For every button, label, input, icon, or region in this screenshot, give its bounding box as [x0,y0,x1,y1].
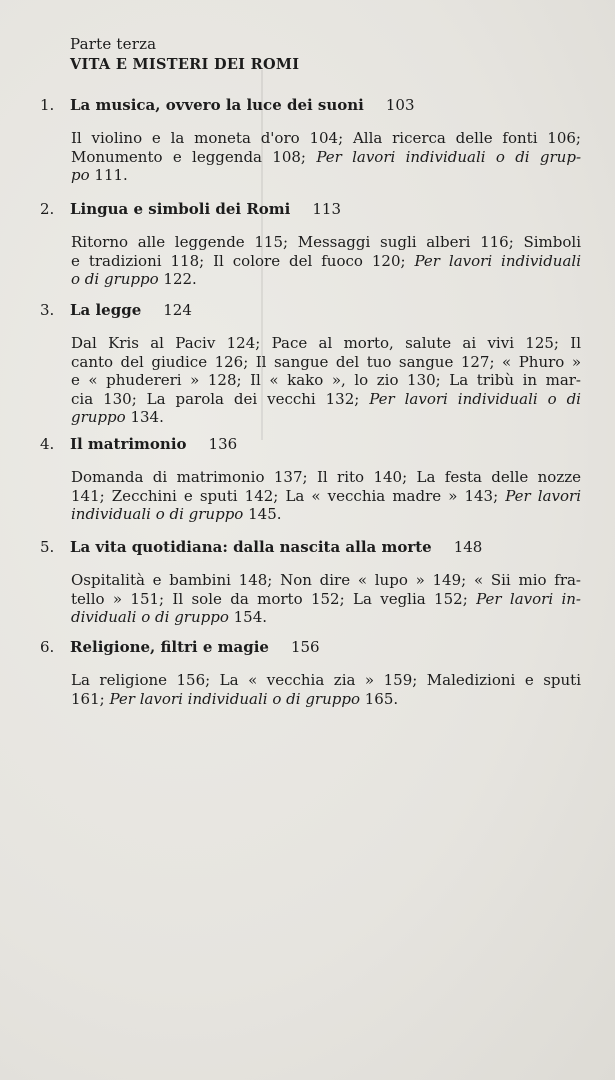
entry-text: 134. [125,408,164,426]
entry-text: canto del giudice 126; Il sangue del tuo sangue 127; « Phuro » [71,352,581,371]
entry-text: 111. [89,166,128,184]
chapter-title-text: La vita quotidiana: dalla nascita alla morte [70,538,432,556]
chapter-title [70,96,415,114]
chapter-heading [0,301,615,323]
contents-line [71,252,581,271]
entry-text: Ospitalità e bambini 148; Non dire « lupo » 149; « Sii mio fra- [71,571,581,589]
contents-line [71,148,581,167]
chapter-contents [71,671,581,708]
chapter-page-number: 113 [312,200,342,218]
entry-text: Ritorno alle leggende 115; Messaggi sugli alberi 116; Simboli [71,233,581,251]
chapter-2 [0,200,615,289]
chapter-contents [71,334,581,427]
contents-line [71,408,581,427]
chapter-title [70,200,341,218]
entry-text: 165. [360,689,399,708]
chapter-number: 1. [40,96,55,114]
italic-text: Per lavori individuali [414,251,581,270]
contents-line [71,608,581,627]
chapter-page-number: 103 [385,96,415,114]
italic-text: Per lavori [505,486,581,505]
chapter-contents [71,129,581,185]
italic-text: dividuali o di gruppo [71,608,229,626]
entry-text: 161; [71,689,110,708]
entry-text: Domanda di matrimonio 137; Il rito 140; La festa delle nozze [71,468,581,486]
chapter-page-number: 156 [290,638,320,656]
contents-line [71,505,581,524]
chapter-heading [0,538,615,560]
entry-text: e « phudereri » 128; Il « kako », lo zio 130; La tribù in mar- [71,371,581,389]
chapter-page-number: 148 [453,538,483,556]
italic-text: Per lavori in- [476,589,581,608]
contents-line [71,334,581,353]
contents-line [71,468,581,487]
contents-line [71,233,581,252]
chapter-contents [71,468,581,524]
chapter-title-text: Il matrimonio [70,435,187,453]
part-label: Parte terza [70,35,157,53]
italic-text: po [71,166,90,184]
chapter-heading [0,200,615,222]
entry-text: La religione 156; La « vecchia zia » 159; Maledizioni e sputi [71,671,581,689]
entry-text: tello » 151; Il sole da morto 152; La veglia 152; [71,589,477,608]
italic-text: Per lavori individuali o di [369,389,581,408]
entry-text: Monumento e leggenda 108; [71,147,317,166]
entry-text: 141; Zecchini e sputi 142; La « vecchia madre » 143; [71,486,506,505]
italic-text: Per lavori individuali o di gruppo [109,689,360,708]
chapter-number: 6. [40,638,55,656]
chapter-title [70,638,320,656]
chapter-page-number: 136 [208,435,238,453]
chapter-title-text: La legge [70,301,142,319]
contents-line [71,353,581,372]
chapter-heading [0,638,615,660]
entry-text: cia 130; La parola dei vecchi 132; [71,389,370,408]
chapter-title [70,538,482,556]
chapter-6 [0,638,615,708]
contents-line [71,390,581,409]
chapter-number: 5. [40,538,55,556]
chapter-title-text: La musica, ovvero la luce dei suoni [70,96,364,114]
chapter-heading [0,435,615,457]
chapter-heading [0,96,615,118]
contents-line [71,487,581,506]
contents-line [71,371,581,390]
contents-line [71,671,581,690]
contents-line [71,270,581,289]
chapter-title-text: Religione, filtri e magie [70,638,269,656]
chapter-page-number: 124 [163,301,192,319]
chapter-contents [71,233,581,289]
chapter-5 [0,538,615,627]
contents-line [71,690,581,709]
chapter-title-text: Lingua e simboli dei Romi [70,200,291,218]
chapter-4 [0,435,615,524]
entry-text: 145. [243,505,282,523]
chapter-title [70,435,237,453]
entry-text: 122. [158,270,197,288]
chapter-number: 3. [40,301,55,319]
contents-line [71,590,581,609]
chapter-1 [0,96,615,185]
italic-text: gruppo [71,408,126,426]
chapter-title [70,301,192,319]
italic-text: Per lavori individuali o di grup- [316,147,582,166]
entry-text: Il violino e la moneta d'oro 104; Alla ricerca delle fonti 106; [71,129,581,147]
italic-text: individuali o di gruppo [71,505,244,523]
part-title: VITA E MISTERI DEI ROMI [70,56,300,73]
chapter-contents [71,571,581,627]
italic-text: o di gruppo [71,270,159,288]
entry-text: Dal Kris al Paciv 124; Pace al morto, salute ai vivi 125; Il [71,334,581,352]
chapter-number: 4. [40,435,55,453]
contents-line [71,129,581,148]
chapter-number: 2. [40,200,55,218]
entry-text: 154. [228,608,268,626]
contents-line [71,166,581,185]
entry-text: e tradizioni 118; Il colore del fuoco 120; [71,251,415,270]
contents-line [71,571,581,590]
chapter-3 [0,301,615,427]
